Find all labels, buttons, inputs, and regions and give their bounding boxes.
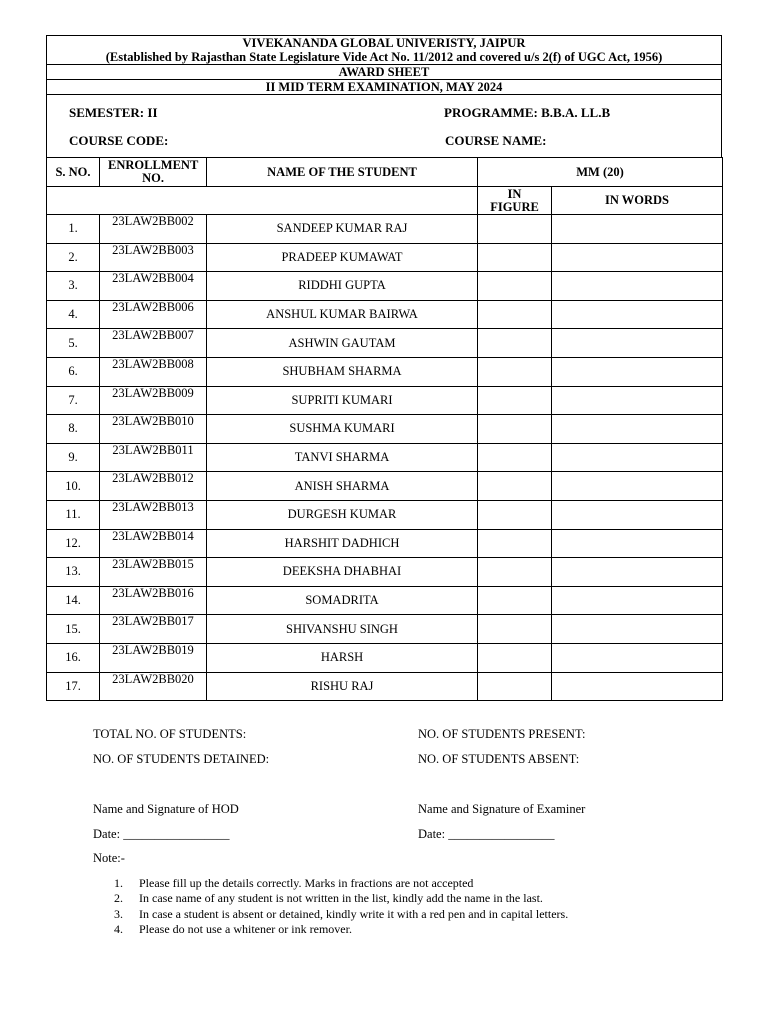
- row-marks-words[interactable]: [552, 215, 723, 244]
- row-student-name: RISHU RAJ: [207, 672, 478, 701]
- row-marks-words[interactable]: [552, 443, 723, 472]
- course-meta: [47, 94, 721, 157]
- row-student-name: ASHWIN GAUTAM: [207, 329, 478, 358]
- row-student-name: ANISH SHARMA: [207, 472, 478, 501]
- row-student-name: SUSHMA KUMARI: [207, 415, 478, 444]
- note-number: 1.: [114, 876, 123, 890]
- table-row: [47, 357, 723, 386]
- row-sno: 6.: [47, 357, 100, 386]
- table-row: [47, 615, 723, 644]
- row-enrollment: 23LAW2BB003: [100, 243, 207, 272]
- row-enrollment: 23LAW2BB010: [100, 415, 207, 444]
- programme-label: PROGRAMME: B.B.A. LL.B: [444, 105, 611, 120]
- table-row: [47, 472, 723, 501]
- row-marks-words[interactable]: [552, 672, 723, 701]
- row-enrollment: 23LAW2BB017: [100, 615, 207, 644]
- row-student-name: SUPRITI KUMARI: [207, 386, 478, 415]
- row-enrollment: 23LAW2BB016: [100, 586, 207, 615]
- row-marks-words[interactable]: [552, 272, 723, 301]
- row-marks-words[interactable]: [552, 386, 723, 415]
- note-number: 2.: [114, 891, 123, 906]
- note-number: 4.: [114, 921, 123, 936]
- row-sno: 7.: [47, 386, 100, 415]
- row-sno: 8.: [47, 415, 100, 444]
- row-student-name: ANSHUL KUMAR BAIRWA: [207, 300, 478, 329]
- row-student-name: DURGESH KUMAR: [207, 500, 478, 529]
- row-student-name: DEEKSHA DHABHAI: [207, 558, 478, 587]
- row-marks-words[interactable]: [552, 357, 723, 386]
- table-row: [47, 300, 723, 329]
- row-marks-words[interactable]: [552, 643, 723, 672]
- row-student-name: RIDDHI GUPTA: [207, 272, 478, 301]
- row-student-name: HARSHIT DADHICH: [207, 529, 478, 558]
- table-row: [47, 529, 723, 558]
- row-marks-words[interactable]: [552, 472, 723, 501]
- row-enrollment: 23LAW2BB002: [100, 215, 207, 244]
- row-marks-figure[interactable]: [478, 643, 552, 672]
- row-marks-words[interactable]: [552, 500, 723, 529]
- row-marks-words[interactable]: [552, 558, 723, 587]
- hod-signature-label: Name and Signature of HOD: [93, 802, 239, 816]
- col-enrollment: ENROLLMENT NO.: [100, 158, 207, 187]
- note-item: [114, 891, 568, 906]
- table-row: [47, 500, 723, 529]
- row-marks-figure[interactable]: [478, 472, 552, 501]
- table-row: [47, 443, 723, 472]
- col-in-figure: IN FIGURE: [478, 187, 552, 215]
- row-sno: 11.: [47, 500, 100, 529]
- row-sno: 2.: [47, 243, 100, 272]
- row-sno: 14.: [47, 586, 100, 615]
- col-student-name: NAME OF THE STUDENT: [207, 158, 478, 187]
- row-enrollment: 23LAW2BB008: [100, 357, 207, 386]
- row-marks-figure[interactable]: [478, 558, 552, 587]
- course-code-label: COURSE CODE:: [69, 133, 169, 148]
- row-sno: 3.: [47, 272, 100, 301]
- note-text: In case a student is absent or detained, kindly write it with a red pen and in capital letters.: [139, 906, 569, 921]
- note-text: In case name of any student is not written in the list, kindly add the name in the last.: [139, 891, 543, 906]
- row-marks-figure[interactable]: [478, 529, 552, 558]
- row-enrollment: 23LAW2BB011: [100, 443, 207, 472]
- table-row: [47, 243, 723, 272]
- present-students-label: NO. OF STUDENTS PRESENT:: [418, 727, 586, 741]
- sheet-header: [46, 35, 722, 157]
- row-enrollment: 23LAW2BB015: [100, 558, 207, 587]
- note-item: [114, 907, 568, 922]
- row-student-name: SHUBHAM SHARMA: [207, 357, 478, 386]
- note-item: [114, 922, 568, 937]
- row-sno: 10.: [47, 472, 100, 501]
- row-sno: 9.: [47, 443, 100, 472]
- row-marks-figure[interactable]: [478, 672, 552, 701]
- subheader-blank: [47, 187, 478, 215]
- col-sno: S. NO.: [47, 158, 100, 187]
- exam-title: II MID TERM EXAMINATION, MAY 2024: [47, 79, 721, 94]
- table-row: [47, 329, 723, 358]
- examiner-date-field: Date: _________________: [418, 827, 555, 841]
- row-marks-figure[interactable]: [478, 500, 552, 529]
- row-marks-figure[interactable]: [478, 443, 552, 472]
- note-item: [114, 876, 568, 891]
- table-row: [47, 415, 723, 444]
- row-marks-figure[interactable]: [478, 243, 552, 272]
- row-marks-figure[interactable]: [478, 272, 552, 301]
- university-name: VIVEKANANDA GLOBAL UNIVERISTY, JAIPUR: [242, 36, 526, 50]
- row-sno: 12.: [47, 529, 100, 558]
- row-sno: 1.: [47, 215, 100, 244]
- course-name-label: COURSE NAME:: [445, 133, 547, 148]
- row-marks-words[interactable]: [552, 615, 723, 644]
- row-student-name: SANDEEP KUMAR RAJ: [207, 215, 478, 244]
- row-marks-figure[interactable]: [478, 415, 552, 444]
- table-subheader-row: [47, 187, 723, 215]
- row-student-name: SHIVANSHU SINGH: [207, 615, 478, 644]
- row-marks-words[interactable]: [552, 243, 723, 272]
- row-marks-figure[interactable]: [478, 615, 552, 644]
- row-marks-figure[interactable]: [478, 300, 552, 329]
- semester-label: SEMESTER: II: [69, 105, 158, 120]
- row-sno: 13.: [47, 558, 100, 587]
- row-enrollment: 23LAW2BB009: [100, 386, 207, 415]
- row-enrollment: 23LAW2BB012: [100, 472, 207, 501]
- row-marks-figure[interactable]: [478, 357, 552, 386]
- row-enrollment: 23LAW2BB014: [100, 529, 207, 558]
- row-enrollment: 23LAW2BB004: [100, 272, 207, 301]
- hod-date-field: Date: _________________: [93, 827, 230, 841]
- row-sno: 17.: [47, 672, 100, 701]
- row-marks-words[interactable]: [552, 300, 723, 329]
- table-row: [47, 558, 723, 587]
- table-row: [47, 386, 723, 415]
- row-marks-figure[interactable]: [478, 215, 552, 244]
- row-marks-figure[interactable]: [478, 586, 552, 615]
- award-sheet: [46, 35, 722, 701]
- absent-students-label: NO. OF STUDENTS ABSENT:: [418, 752, 580, 766]
- total-students-label: TOTAL NO. OF STUDENTS:: [93, 727, 247, 741]
- row-marks-words[interactable]: [552, 529, 723, 558]
- row-sno: 5.: [47, 329, 100, 358]
- table-row: [47, 672, 723, 701]
- row-marks-words[interactable]: [552, 329, 723, 358]
- col-max-marks: MM (20): [478, 158, 723, 187]
- establishment-line: (Established by Rajasthan State Legislature Vide Act No. 11/2012 and covered u/s 2(f) of UGC Act, 1956): [105, 50, 663, 64]
- note-number: 3.: [114, 906, 123, 921]
- row-enrollment: 23LAW2BB007: [100, 329, 207, 358]
- row-sno: 16.: [47, 643, 100, 672]
- row-enrollment: 23LAW2BB006: [100, 300, 207, 329]
- table-header-row: [47, 158, 723, 187]
- row-marks-words[interactable]: [552, 415, 723, 444]
- note-text: Please do not use a whitener or ink remover.: [139, 921, 352, 936]
- row-student-name: SOMADRITA: [207, 586, 478, 615]
- examiner-signature-label: Name and Signature of Examiner: [418, 802, 586, 816]
- marks-table: [46, 157, 723, 701]
- detained-students-label: NO. OF STUDENTS DETAINED:: [93, 752, 270, 766]
- row-student-name: PRADEEP KUMAWAT: [207, 243, 478, 272]
- col-in-words: IN WORDS: [552, 187, 723, 215]
- sheet-title: AWARD SHEET: [47, 64, 721, 79]
- row-sno: 15.: [47, 615, 100, 644]
- row-enrollment: 23LAW2BB020: [100, 672, 207, 701]
- row-enrollment: 23LAW2BB013: [100, 500, 207, 529]
- row-sno: 4.: [47, 300, 100, 329]
- note-text: Please fill up the details correctly. Marks in fractions are not accepted: [139, 876, 474, 890]
- row-student-name: HARSH: [207, 643, 478, 672]
- note-label: Note:-: [93, 851, 125, 865]
- row-marks-words[interactable]: [552, 586, 723, 615]
- row-marks-figure[interactable]: [478, 329, 552, 358]
- row-enrollment: 23LAW2BB019: [100, 643, 207, 672]
- row-marks-figure[interactable]: [478, 386, 552, 415]
- table-row: [47, 215, 723, 244]
- notes-list: [114, 876, 568, 937]
- table-row: [47, 643, 723, 672]
- row-student-name: TANVI SHARMA: [207, 443, 478, 472]
- table-row: [47, 586, 723, 615]
- table-row: [47, 272, 723, 301]
